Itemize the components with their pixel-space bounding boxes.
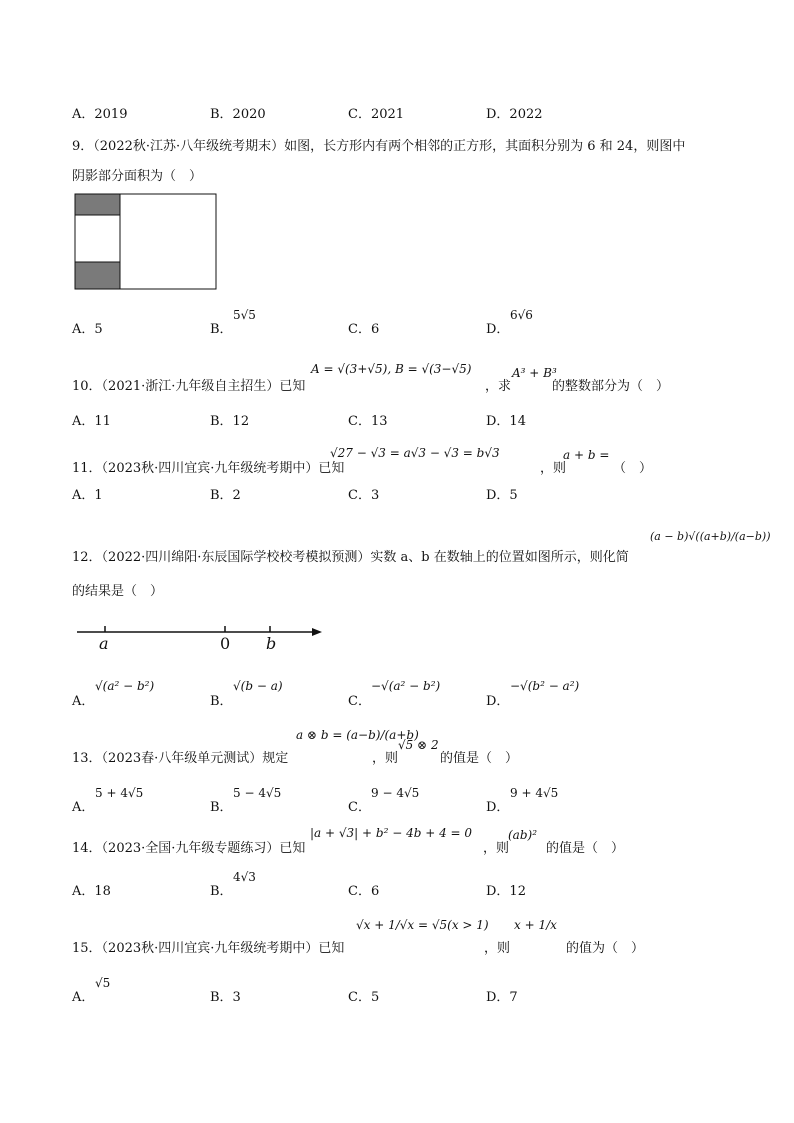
- q12-option-b-math: √(b − a): [233, 679, 283, 693]
- q13-option-b: B．: [210, 800, 233, 815]
- arrow-right-icon: [312, 628, 322, 636]
- q9-option-c: C．6: [348, 322, 380, 337]
- q9-figure-rectangle: [74, 193, 218, 291]
- q13-stem-mid: ，则: [372, 751, 399, 766]
- q13-option-b-math: 5 − 4√5: [233, 786, 282, 800]
- q13-math-definition: a ⊗ b = (a−b)/(a+b): [296, 728, 419, 742]
- q13-option-d: D．: [486, 800, 510, 815]
- q9-option-a: A．5: [72, 322, 103, 337]
- q15-stem-pre: 15．（2023秋·四川宜宾·九年级统考期中）已知: [72, 941, 345, 956]
- q12-option-d-math: −√(b² − a²): [510, 679, 580, 693]
- q8-option-a: A．2019: [72, 107, 128, 122]
- q9-option-d-math: 6√6: [510, 308, 533, 322]
- q10-stem-mid: ，求: [485, 379, 512, 394]
- q12-option-b: B．: [210, 694, 233, 709]
- q11-option-a: A．1: [72, 488, 103, 503]
- q12-option-c-math: −√(a² − b²): [371, 679, 441, 693]
- q10-stem-post: 的整数部分为（ ）: [552, 379, 670, 394]
- q15-stem-mid: ，则: [484, 941, 511, 956]
- q11-stem-pre: 11．（2023秋·四川宜宾·九年级统考期中）已知: [72, 461, 345, 476]
- q11-option-d: D．5: [486, 488, 518, 503]
- q15-math-condition: √x + 1/√x = √5(x > 1): [356, 918, 489, 932]
- q10-math-expression: A³ + B³: [512, 366, 557, 380]
- q12-number-line: [74, 620, 326, 660]
- q9-option-d: D．: [486, 322, 510, 337]
- q15-option-a: A．: [72, 990, 95, 1005]
- q12-option-d: D．: [486, 694, 510, 709]
- q12-option-c: C．: [348, 694, 371, 709]
- q15-option-d: D．7: [486, 990, 518, 1005]
- q15-option-c: C．5: [348, 990, 380, 1005]
- q11-option-c: C．3: [348, 488, 380, 503]
- q12-axis-label-zero: 0: [220, 634, 231, 653]
- q9-stem-line1: 9．（2022秋·江苏·八年级统考期末）如图，长方形内有两个相邻的正方形，其面积分别为 6 和 24，则图中: [72, 139, 686, 154]
- q12-option-a-math: √(a² − b²): [95, 679, 155, 693]
- q14-stem-mid: ，则: [483, 841, 510, 856]
- q9-option-b-math: 5√5: [233, 308, 256, 322]
- q8-option-b: B．2020: [210, 107, 266, 122]
- q15-option-b: B．3: [210, 990, 241, 1005]
- q9-stem-line2: 阴影部分面积为（ ）: [72, 169, 203, 184]
- q10-math-definition: A = √(3+√5), B = √(3−√5): [311, 362, 472, 376]
- q8-option-d: D．2022: [486, 107, 543, 122]
- q14-stem-post: 的值是（ ）: [546, 841, 625, 856]
- q14-math-equation: |a + √3| + b² − 4b + 4 = 0: [310, 826, 473, 840]
- q11-stem-post: （ ）: [613, 461, 653, 476]
- q14-math-expression: (ab)²: [508, 828, 538, 842]
- q12-axis-label-b: b: [266, 634, 277, 653]
- q14-stem-pre: 14．（2023·全国·九年级专题练习）已知: [72, 841, 306, 856]
- q14-option-b-math: 4√3: [233, 870, 256, 884]
- q12-stem-line2: 的结果是（ ）: [72, 584, 164, 599]
- q13-option-c-math: 9 − 4√5: [371, 786, 420, 800]
- q11-math-equation: √27 − √3 = a√3 − √3 = b√3: [330, 446, 500, 460]
- q8-option-c: C．2021: [348, 107, 405, 122]
- q12-stem: 12．（2022·四川绵阳·东辰国际学校校考模拟预测）实数 a、b 在数轴上的位置如图所示，则化简: [72, 550, 629, 565]
- q11-option-b: B．2: [210, 488, 241, 503]
- q11-math-sum: a + b =: [563, 448, 610, 462]
- q14-option-a: A．18: [72, 884, 111, 899]
- q10-stem-pre: 10．（2021·浙江·九年级自主招生）已知: [72, 379, 306, 394]
- q9-shaded-bottom: [75, 262, 120, 289]
- q13-math-expression: √5 ⊗ 2: [398, 738, 439, 752]
- q9-small-square: [75, 215, 120, 262]
- q10-option-a: A．11: [72, 414, 111, 429]
- q12-option-a: A．: [72, 694, 95, 709]
- q11-stem-mid: ，则: [540, 461, 567, 476]
- q15-stem-post: 的值为（ ）: [566, 941, 645, 956]
- q13-stem-pre: 13．（2023春·八年级单元测试）规定: [72, 751, 289, 766]
- q13-option-a: A．: [72, 800, 95, 815]
- q9-shaded-top: [75, 194, 120, 215]
- q10-option-d: D．14: [486, 414, 526, 429]
- q13-option-a-math: 5 + 4√5: [95, 786, 144, 800]
- q9-option-b: B．: [210, 322, 233, 337]
- q10-option-c: C．13: [348, 414, 388, 429]
- q14-option-d: D．12: [486, 884, 526, 899]
- q13-option-c: C．: [348, 800, 371, 815]
- q14-option-c: C．6: [348, 884, 380, 899]
- q15-math-expression: x + 1/x: [514, 918, 557, 932]
- q12-axis-label-a: a: [99, 634, 109, 653]
- q12-math-expression: (a − b)√((a+b)/(a−b)): [650, 530, 771, 543]
- q14-option-b: B．: [210, 884, 233, 899]
- q15-option-a-math: √5: [95, 976, 111, 990]
- q13-option-d-math: 9 + 4√5: [510, 786, 559, 800]
- q13-stem-post: 的值是（ ）: [440, 751, 519, 766]
- q10-option-b: B．12: [210, 414, 250, 429]
